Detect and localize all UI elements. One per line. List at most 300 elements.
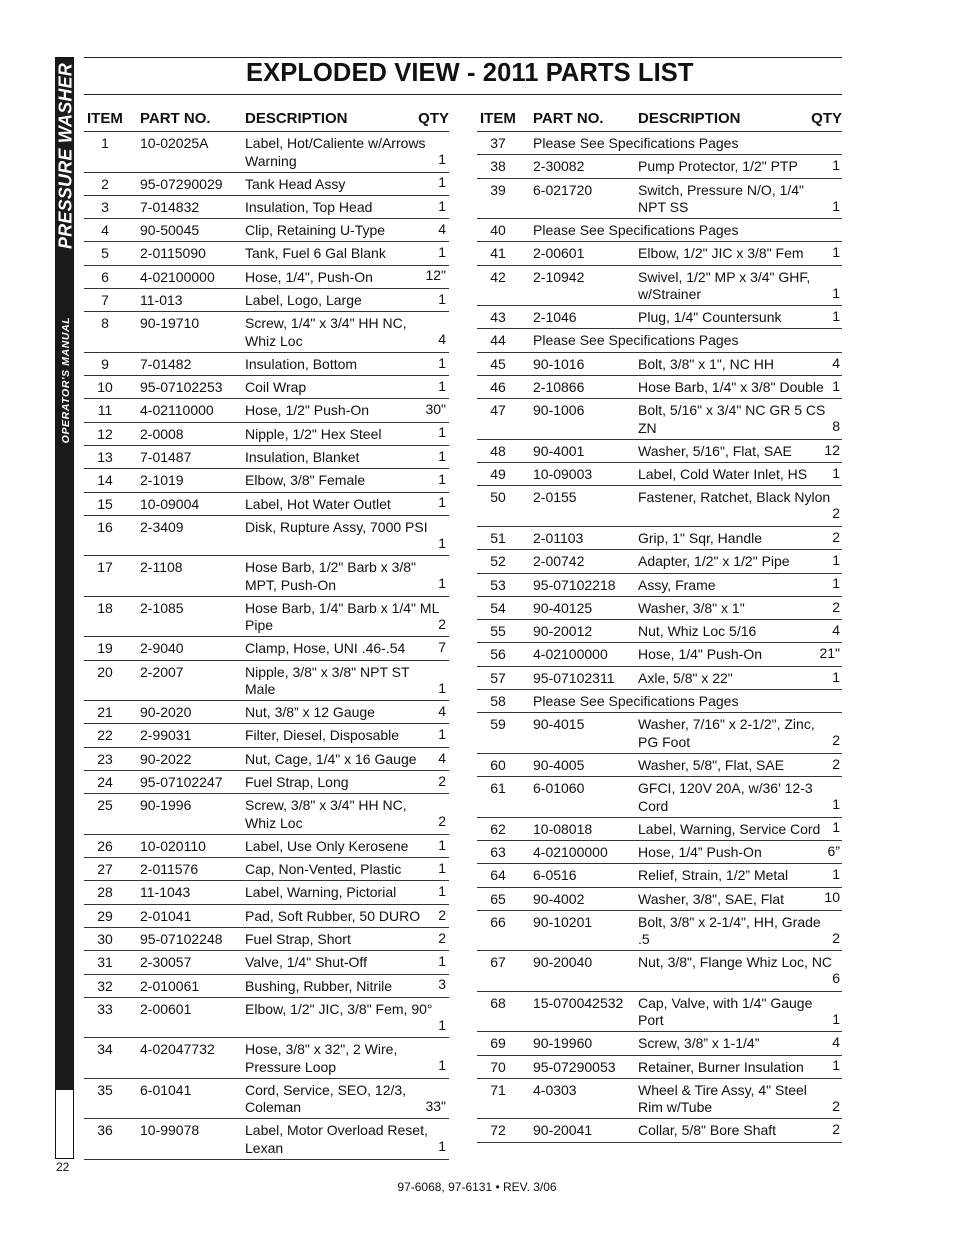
table-row <box>477 597 842 620</box>
part-number: 2-0155 <box>533 489 577 506</box>
part-number: 95-07102248 <box>140 931 223 948</box>
item-number: 4 <box>101 222 109 239</box>
part-description: Washer, 3/8" x 1" <box>638 599 745 616</box>
part-description: Valve, 1/4" Shut-Off <box>245 954 367 971</box>
table-row <box>477 242 842 265</box>
part-description: Screw, 3/8" x 3/4" HH NC, Whiz Loc <box>245 797 407 831</box>
quantity: 1 <box>438 534 446 551</box>
part-description: Elbow, 1/2" JIC, 3/8" Fem, 90° <box>245 1000 433 1017</box>
part-number: 90-20041 <box>533 1122 593 1139</box>
part-number: 90-4005 <box>533 756 585 773</box>
part-number: 4-02100000 <box>533 646 608 663</box>
table-row <box>84 597 449 638</box>
footer-revision: 97-6068, 97-6131 • REV. 3/06 <box>397 1180 557 1194</box>
title-top-rule <box>84 57 842 58</box>
part-number: 2-01041 <box>140 907 192 924</box>
part-description: Nut, Cage, 1/4" x 16 Gauge <box>245 750 417 767</box>
table-row <box>477 329 842 352</box>
item-number: 8 <box>101 315 109 332</box>
table-row <box>477 179 842 220</box>
table-row <box>477 620 842 643</box>
part-number: 90-4002 <box>533 890 585 907</box>
header-description: DESCRIPTION <box>245 110 348 127</box>
item-number: 66 <box>490 913 506 930</box>
quantity: 1 <box>438 575 446 592</box>
part-number: 2-1019 <box>140 472 184 489</box>
item-number: 71 <box>490 1081 506 1098</box>
table-row <box>84 399 449 422</box>
table-row <box>84 469 449 492</box>
part-description: Pump Protector, 1/2" PTP <box>638 158 798 175</box>
part-number: 2-30057 <box>140 954 192 971</box>
item-number: 55 <box>490 623 506 640</box>
part-number: 15-070042532 <box>533 994 624 1011</box>
table-row <box>84 173 449 196</box>
header-item: ITEM <box>480 110 516 127</box>
item-number: 65 <box>490 890 506 907</box>
quantity: 2 <box>438 772 446 789</box>
part-number: 2-30082 <box>533 158 585 175</box>
table-row <box>84 446 449 469</box>
item-number: 60 <box>490 756 506 773</box>
quantity: 1 <box>832 464 840 481</box>
part-description: Nipple, 3/8" x 3/8" NPT ST Male <box>245 663 410 698</box>
part-description: Nut, 3/8” x 12 Gauge <box>245 704 375 721</box>
table-row <box>477 155 842 178</box>
parts-table-right <box>477 107 842 1143</box>
quantity: 1 <box>438 1016 446 1033</box>
quantity: 2 <box>438 929 446 946</box>
item-number: 18 <box>97 599 113 616</box>
quantity: 1 <box>438 679 446 696</box>
table-row <box>84 905 449 928</box>
part-description: Disk, Rupture Assy, 7000 PSI <box>245 518 428 535</box>
table-row <box>477 667 842 690</box>
item-number: 38 <box>490 158 506 175</box>
part-description: Hose, 3/8" x 32", 2 Wire, Pressure Loop <box>245 1041 398 1075</box>
item-number: 13 <box>97 448 113 465</box>
item-number: 70 <box>490 1058 506 1075</box>
part-number: 11-013 <box>140 291 183 308</box>
quantity: 1 <box>438 1138 446 1155</box>
table-row <box>477 1079 842 1120</box>
item-number: 15 <box>97 495 113 512</box>
item-number: 26 <box>97 837 113 854</box>
part-number: 90-1016 <box>533 355 585 372</box>
part-description: Coil Wrap <box>245 379 307 396</box>
table-row <box>84 1079 449 1120</box>
quantity: 4 <box>832 1034 840 1051</box>
quantity: 21" <box>819 645 840 662</box>
table-row <box>84 1038 449 1079</box>
item-number: 36 <box>97 1122 113 1139</box>
part-description: Nut, 3/8", Flange Whiz Loc, NC <box>638 954 833 971</box>
quantity: 2 <box>832 528 840 545</box>
quantity: 1 <box>438 953 446 970</box>
table-row <box>477 841 842 864</box>
item-number: 34 <box>97 1041 113 1058</box>
part-number: 2-1046 <box>533 309 577 326</box>
item-number: 9 <box>101 355 109 372</box>
part-number: 4-02110000 <box>140 402 214 419</box>
part-description: Assy, Frame <box>638 576 716 593</box>
part-number: 10-020110 <box>140 837 206 854</box>
table-row <box>84 376 449 399</box>
item-number: 22 <box>97 727 113 744</box>
quantity: 1 <box>832 1010 840 1027</box>
part-number: 10-02025A <box>140 135 209 151</box>
item-number: 58 <box>490 693 506 710</box>
part-description: Hose Barb, 1/4" Barb x 1/4" ML Pipe <box>245 599 439 634</box>
part-number: 2-3409 <box>140 518 184 535</box>
table-row <box>84 881 449 904</box>
part-description: Washer, 3/8", SAE, Flat <box>638 890 785 907</box>
part-number: 2-011576 <box>140 861 199 878</box>
part-number: 90-10201 <box>533 913 593 930</box>
part-description: Label, Logo, Large <box>245 291 362 308</box>
quantity: 1 <box>438 447 446 464</box>
quantity: 1 <box>832 575 840 592</box>
part-description: Label, Hot Water Outlet <box>245 495 391 512</box>
part-number: 95-07102311 <box>533 669 615 686</box>
table-row <box>84 771 449 794</box>
part-description: Clamp, Hose, UNI .46-.54 <box>245 640 406 657</box>
part-number: 2-010061 <box>140 977 200 994</box>
table-row <box>477 550 842 573</box>
table-row <box>477 992 842 1033</box>
table-row <box>477 1056 842 1079</box>
part-description: Swivel, 1/2" MP x 3/4" GHF, w/Strainer <box>638 268 811 303</box>
quantity: 1 <box>438 197 446 214</box>
part-description: Cap, Non-Vented, Plastic <box>245 861 402 878</box>
quantity: 1 <box>438 883 446 900</box>
quantity: 2 <box>832 505 840 522</box>
item-number: 51 <box>490 529 506 546</box>
part-number: 2-01103 <box>533 529 584 546</box>
part-number: 90-1996 <box>140 797 192 814</box>
table-row <box>84 289 449 312</box>
part-number: 95-07102218 <box>533 576 616 593</box>
part-description: Adapter, 1/2" x 1/2" Pipe <box>638 553 790 570</box>
part-description: Screw, 1/4" x 3/4" HH NC, Whiz Loc <box>245 315 407 349</box>
quantity: 33" <box>425 1097 446 1114</box>
part-number: 90-1006 <box>533 402 585 419</box>
part-number: 90-20012 <box>533 623 593 640</box>
part-number: 6-01060 <box>533 780 585 797</box>
table-row <box>84 858 449 881</box>
item-number: 12 <box>97 425 113 442</box>
table-row <box>477 777 842 818</box>
part-description: Washer, 5/16", Flat, SAE <box>638 442 792 459</box>
item-number: 45 <box>490 355 506 372</box>
table-row <box>84 975 449 998</box>
part-number: 6-01041 <box>140 1081 192 1098</box>
part-number: 90-2022 <box>140 750 192 767</box>
quantity: 2 <box>832 598 840 615</box>
quantity: 1 <box>832 377 840 394</box>
table-row <box>477 440 842 463</box>
item-number: 3 <box>101 198 109 215</box>
table-row <box>477 266 842 307</box>
quantity: 1 <box>438 1057 446 1074</box>
part-description: Retainer, Burner Insulation <box>638 1058 804 1075</box>
item-number: 72 <box>490 1122 506 1139</box>
part-number: 2-1108 <box>140 559 183 576</box>
item-number: 19 <box>97 640 113 657</box>
table-header <box>84 107 449 132</box>
table-row <box>477 376 842 399</box>
item-number: 53 <box>490 576 506 593</box>
item-number: 59 <box>490 716 506 733</box>
item-number: 41 <box>490 245 506 262</box>
part-description: Elbow, 1/2" JIC x 3/8" Fem <box>638 245 804 262</box>
table-row <box>84 423 449 446</box>
parts-table-left <box>84 107 449 1160</box>
quantity: 2 <box>832 1097 840 1114</box>
specification-note: Please See Specifications Pages <box>533 693 739 710</box>
part-description: Screw, 3/8” x 1-1/4” <box>638 1035 760 1052</box>
quantity: 1 <box>438 494 446 511</box>
part-number: 11-1043 <box>140 884 191 901</box>
part-description: Insulation, Blanket <box>245 448 360 465</box>
item-number: 20 <box>97 663 113 680</box>
quantity: 2 <box>438 906 446 923</box>
part-description: Hose Barb, 1/2" Barb x 3/8" MPT, Push-On <box>245 559 417 593</box>
quantity: 4 <box>438 749 446 766</box>
table-row <box>84 219 449 242</box>
part-description: Label, Warning, Pictorial <box>245 884 397 901</box>
part-description: Tank Head Assy <box>245 175 346 192</box>
item-number: 29 <box>97 907 113 924</box>
quantity: 1 <box>438 151 446 167</box>
table-row <box>477 643 842 666</box>
table-row <box>477 888 842 911</box>
part-number: 7-01487 <box>140 448 192 465</box>
quantity: 1 <box>438 244 446 261</box>
page-title: EXPLODED VIEW - 2011 PARTS LIST <box>246 59 694 87</box>
quantity: 6 <box>832 970 840 987</box>
part-description: GFCI, 120V 20A, w/36' 12-3 Cord <box>638 780 813 814</box>
quantity: 12" <box>425 267 446 284</box>
part-number: 7-01482 <box>140 355 192 372</box>
part-description: Wheel & Tire Assy, 4" Steel Rim w/Tube <box>638 1081 807 1116</box>
part-description: Label, Warning, Service Cord <box>638 820 821 837</box>
item-number: 64 <box>490 867 506 884</box>
item-number: 27 <box>97 861 113 878</box>
quantity: 4 <box>438 220 446 237</box>
part-number: 10-99078 <box>140 1122 200 1139</box>
quantity: 1 <box>832 668 840 685</box>
part-number: 4-02100000 <box>140 268 215 285</box>
part-number: 90-4015 <box>533 716 585 733</box>
table-row <box>477 219 842 242</box>
quantity: 2 <box>438 615 446 632</box>
item-number: 40 <box>490 222 506 239</box>
table-row <box>84 998 449 1039</box>
item-number: 61 <box>490 780 506 797</box>
part-number: 10-09003 <box>533 466 593 483</box>
header-item: ITEM <box>87 110 123 127</box>
part-number: 6-021720 <box>533 181 593 198</box>
quantity: 4 <box>438 331 446 348</box>
table-row <box>84 266 449 289</box>
quantity: 1 <box>832 197 840 214</box>
item-number: 42 <box>490 268 506 285</box>
table-row <box>477 951 842 992</box>
part-number: 90-19960 <box>533 1035 593 1052</box>
part-description: Fastener, Ratchet, Black Nylon <box>638 489 831 506</box>
table-row <box>84 928 449 951</box>
part-number: 2-0008 <box>140 425 184 442</box>
table-row <box>84 637 449 660</box>
table-row <box>477 399 842 440</box>
part-description: Bolt, 3/8" x 1", NC HH <box>638 355 774 372</box>
specification-note: Please See Specifications Pages <box>533 135 739 151</box>
table-row <box>477 754 842 777</box>
item-number: 33 <box>97 1000 113 1017</box>
table-row <box>84 493 449 516</box>
part-number: 2-00601 <box>533 245 585 262</box>
item-number: 68 <box>490 994 506 1011</box>
part-number: 90-20040 <box>533 954 593 971</box>
header-part-no: PART NO. <box>140 110 211 127</box>
quantity: 1 <box>832 284 840 301</box>
item-number: 67 <box>490 954 506 971</box>
part-number: 90-4001 <box>533 442 585 459</box>
part-number: 10-09004 <box>140 495 200 512</box>
header-description: DESCRIPTION <box>638 110 741 127</box>
part-number: 6-0516 <box>533 867 577 884</box>
part-number: 2-00601 <box>140 1000 192 1017</box>
quantity: 30" <box>425 401 446 418</box>
table-row <box>477 132 842 155</box>
section-title: PRESSURE WASHER <box>55 62 76 250</box>
part-number: 2-10866 <box>533 379 585 396</box>
part-description: Elbow, 3/8" Female <box>245 472 366 489</box>
table-row <box>477 463 842 486</box>
quantity: 1 <box>832 819 840 836</box>
quantity: 1 <box>438 174 446 191</box>
item-number: 14 <box>97 472 113 489</box>
header-qty: QTY <box>418 110 449 127</box>
item-number: 5 <box>101 245 109 262</box>
part-number: 2-10942 <box>533 268 585 285</box>
item-number: 1 <box>101 135 109 151</box>
part-description: Hose, 1/4", Push-On <box>245 268 373 285</box>
quantity: 3 <box>438 976 446 993</box>
table-row <box>84 835 449 858</box>
part-description: Hose, 1/4" Push-On <box>638 646 763 663</box>
table-row <box>84 794 449 835</box>
part-number: 95-07102253 <box>140 379 223 396</box>
table-row <box>84 701 449 724</box>
item-number: 39 <box>490 181 506 198</box>
title-bottom-rule <box>84 94 842 95</box>
table-row <box>84 661 449 702</box>
table-row <box>84 242 449 265</box>
table-row <box>477 527 842 550</box>
item-number: 2 <box>101 175 109 192</box>
item-number: 28 <box>97 884 113 901</box>
page-number: 22 <box>56 1160 70 1174</box>
table-row <box>84 196 449 219</box>
part-number: 10-08018 <box>533 820 593 837</box>
table-row <box>477 574 842 597</box>
part-number: 90-40125 <box>533 599 593 616</box>
quantity: 1 <box>832 552 840 569</box>
item-number: 48 <box>490 442 506 459</box>
part-description: Washer, 5/8", Flat, SAE <box>638 756 785 773</box>
quantity: 2 <box>438 813 446 830</box>
part-number: 4-02100000 <box>533 843 608 860</box>
quantity: 6” <box>827 842 840 859</box>
quantity: 10 <box>824 889 840 906</box>
quantity: 1 <box>438 354 446 371</box>
item-number: 32 <box>97 977 113 994</box>
part-description: Washer, 7/16" x 2-1/2", Zinc, PG Foot <box>638 716 815 750</box>
part-description: Bushing, Rubber, Nitrile <box>245 977 393 994</box>
part-number: 4-02047732 <box>140 1041 215 1058</box>
part-description: Fuel Strap, Long <box>245 774 349 791</box>
part-number: 2-2007 <box>140 663 184 680</box>
part-description: Label, Cold Water Inlet, HS <box>638 466 808 483</box>
part-description: Plug, 1/4" Countersunk <box>638 309 782 326</box>
item-number: 50 <box>490 489 506 506</box>
quantity: 1 <box>438 377 446 394</box>
part-number: 2-0115090 <box>140 245 206 262</box>
part-description: Insulation, Bottom <box>245 355 358 372</box>
quantity: 12 <box>824 441 840 458</box>
table-row <box>477 1032 842 1055</box>
part-number: 4-0303 <box>533 1081 577 1098</box>
quantity: 1 <box>438 836 446 853</box>
table-row <box>84 353 449 376</box>
table-row <box>477 353 842 376</box>
quantity: 2 <box>832 929 840 946</box>
item-number: 62 <box>490 820 506 837</box>
item-number: 30 <box>97 931 113 948</box>
part-description: Switch, Pressure N/O, 1/4" NPT SS <box>638 181 805 216</box>
item-number: 56 <box>490 646 506 663</box>
quantity: 2 <box>832 755 840 772</box>
quantity: 1 <box>832 796 840 813</box>
part-description: Bolt, 3/8" x 2-1/4", HH, Grade .5 <box>638 913 821 948</box>
table-row <box>84 132 449 173</box>
quantity: 1 <box>438 726 446 743</box>
table-row <box>84 1119 449 1160</box>
quantity: 1 <box>832 1057 840 1074</box>
table-row <box>84 312 449 353</box>
item-number: 21 <box>97 704 113 721</box>
item-number: 47 <box>490 402 506 419</box>
item-number: 52 <box>490 553 506 570</box>
item-number: 23 <box>97 750 113 767</box>
part-description: Collar, 5/8" Bore Shaft <box>638 1122 777 1139</box>
part-description: Bolt, 5/16" x 3/4" NC GR 5 CS ZN <box>638 402 826 436</box>
table-row <box>84 724 449 747</box>
part-description: Cord, Service, SEO, 12/3, Coleman <box>245 1081 407 1116</box>
part-description: Hose Barb, 1/4" x 3/8" Double <box>638 379 824 396</box>
part-description: Tank, Fuel 6 Gal Blank <box>245 245 386 262</box>
part-description: Insulation, Top Head <box>245 198 373 215</box>
part-description: Relief, Strain, 1/2” Metal <box>638 867 789 884</box>
item-number: 6 <box>101 268 109 285</box>
table-row <box>84 556 449 597</box>
header-part-no: PART NO. <box>533 110 604 127</box>
part-description: Nipple, 1/2" Hex Steel <box>245 425 382 442</box>
item-number: 10 <box>97 379 113 396</box>
table-row <box>477 690 842 713</box>
